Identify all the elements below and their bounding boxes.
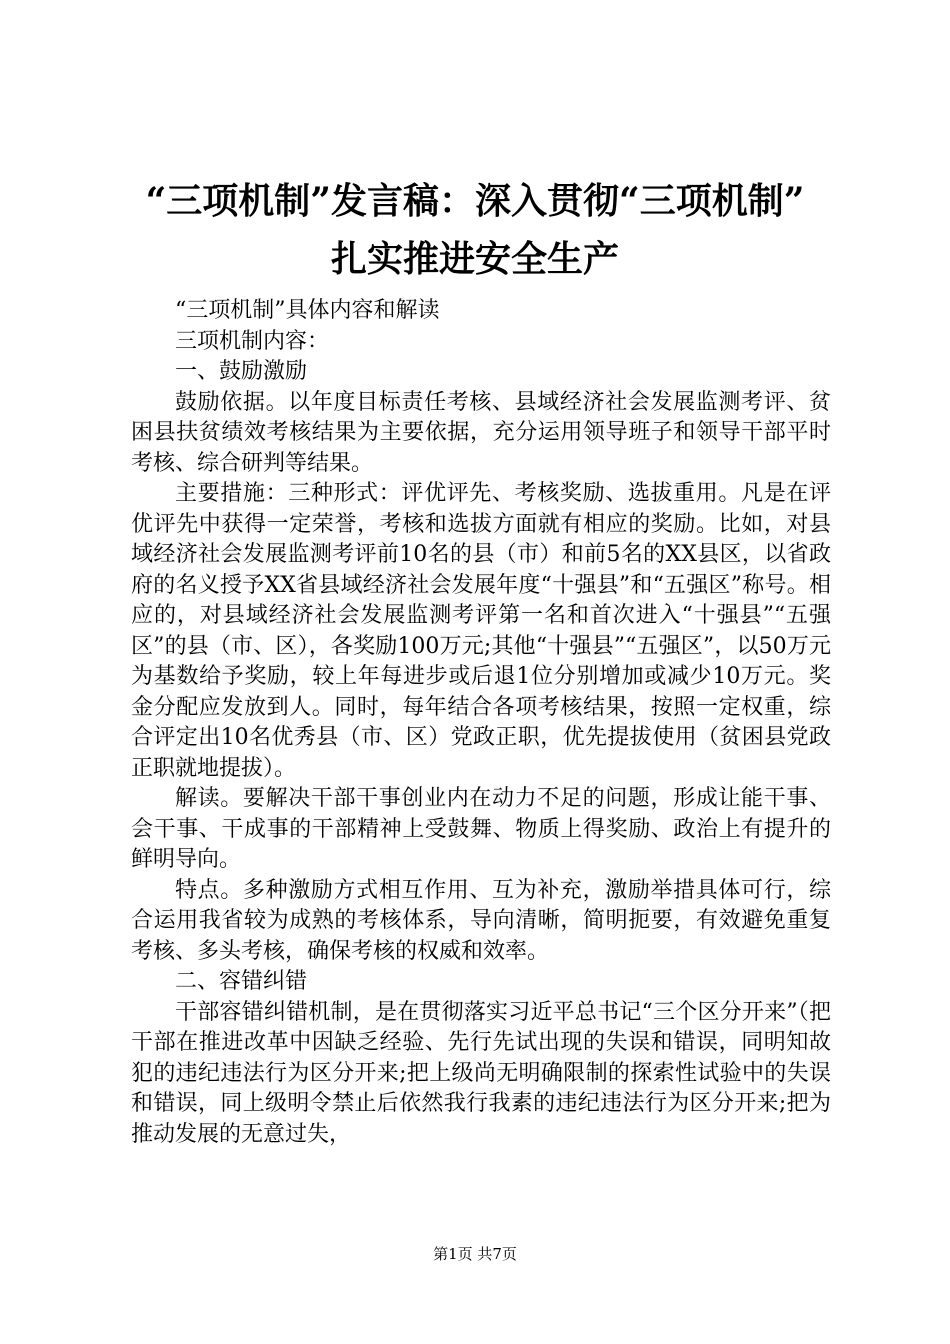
- paragraph: 特点。多种激励方式相互作用、互为补充，激励举措具体可行，综合运用我省较为成熟的考核体系，导向清晰，简明扼要，有效避免重复考核、多头考核，确保考核的权威和效率。: [131, 877, 831, 964]
- page-footer: 第1页 共7页: [433, 1245, 517, 1263]
- paragraph: 三项机制内容：: [175, 328, 330, 354]
- paragraph: 主要措施：三种形式：评优评先、考核奖励、选拔重用。凡是在评优评先中获得一定荣誉，考核和选拔方面就有相应的奖励。比如，对县域经济社会发展监测考评前10名的县（市）和前5名的XX县区，以省政府的名义授予XX省县域经济社会发展年度“十强县”和“五强区”称号。相应的，对县域经济社会发展监测考评第一名和首次进入“十强县”“五强区”的县（市、区），各奖励100万元;其他“十强县”“五强区”，以50万元为基数给予奖励，较上年每进步或后退1位分别增加或减少10万元。奖金分配应发放到人。同时，每年结合各项考核结果，按照一定权重，综合评定出10名优秀县（市、区）党政正职，优先提拔使用（贫困县党政正职就地提拔）。: [131, 481, 831, 781]
- section-heading: 一、鼓励激励: [175, 359, 308, 384]
- document-body: [131, 296, 831, 1150]
- paragraph: 干部容错纠错机制，是在贯彻落实习近平总书记“三个区分开来”（把干部在推进改革中因缺乏经验、先行先试出现的失误和错误，同明知故犯的违纪违法行为区分开来;把上级尚无明确限制的探索性试验中的失误和错误，同上级明令禁止后依然我行我素的违纪违法行为区分开来;把为推动发展的无意过失，: [131, 999, 831, 1147]
- title-line-2: 扎实推进安全生产: [330, 238, 619, 280]
- paragraph: “三项机制”具体内容和解读: [175, 298, 440, 323]
- paragraph: 鼓励依据。以年度目标责任考核、县域经济社会发展监测考评、贫困县扶贫绩效考核结果为主要依据，充分运用领导班子和领导干部平时考核、综合研判等结果。: [131, 389, 831, 476]
- section-heading: 二、容错纠错: [175, 969, 308, 994]
- title-line-1: “三项机制”发言稿：深入贯彻“三项机制”: [145, 180, 805, 222]
- document-title: [120, 172, 830, 288]
- paragraph: 解读。要解决干部干事创业内在动力不足的问题，形成让能干事、会干事、干成事的干部精神上受鼓舞、物质上得奖励、政治上有提升的鲜明导向。: [131, 786, 831, 872]
